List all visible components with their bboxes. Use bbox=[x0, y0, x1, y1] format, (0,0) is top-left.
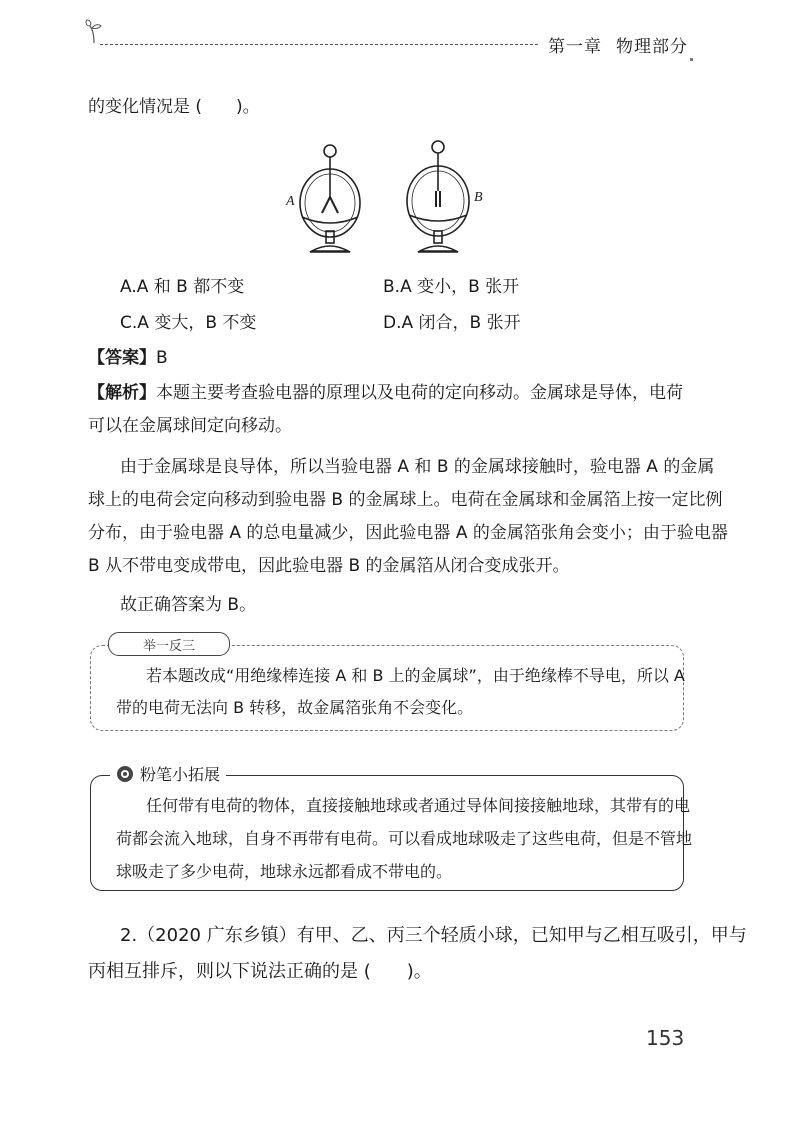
chapter-label: 第一章 bbox=[548, 37, 602, 57]
variation-line-1: 若本题改成“用绝缘棒连接 A 和 B 上的金属球”，由于绝缘棒不导电，所以 A bbox=[146, 666, 685, 685]
option-d: D.A 闭合，B 张开 bbox=[383, 313, 521, 333]
extension-line-3: 球吸走了多少电荷，地球永远都看成不带电的。 bbox=[116, 862, 453, 881]
electroscope-b bbox=[407, 141, 469, 252]
question2-line-1: 2.（2020 广东乡镇）有甲、乙、丙三个轻质小球，已知甲与乙相互吸引，甲与 bbox=[120, 925, 747, 946]
electroscope-figure bbox=[280, 135, 500, 260]
label-a: A bbox=[286, 194, 295, 209]
sprout-icon bbox=[84, 18, 104, 44]
answer-value: B bbox=[156, 348, 168, 368]
decor-dot bbox=[690, 58, 693, 61]
question2-line-2: 丙相互排斥，则以下说法正确的是 ( )。 bbox=[88, 961, 432, 982]
intro-line: 的变化情况是 ( )。 bbox=[88, 97, 260, 117]
header-rule bbox=[100, 44, 538, 45]
option-a: A.A 和 B 都不变 bbox=[120, 277, 245, 297]
electroscope-a bbox=[300, 145, 360, 252]
analysis-line-2: 可以在金属球间定向移动。 bbox=[88, 416, 292, 436]
analysis-line-4: 球上的电荷会定向移动到验电器 B 的金属球上。电荷在金属球和金属箔上按一定比例 bbox=[88, 490, 723, 510]
page-number: 153 bbox=[646, 1026, 685, 1050]
option-c: C.A 变大，B 不变 bbox=[120, 313, 257, 333]
analysis-line-7: 故正确答案为 B。 bbox=[120, 595, 257, 615]
answer-line bbox=[88, 343, 168, 373]
label-b: B bbox=[474, 190, 483, 205]
analysis-line-1: 【解析】本题主要考查验电器的原理以及电荷的定向移动。金属球是导体，电荷 bbox=[88, 383, 683, 403]
extension-line-2: 荷都会流入地球，自身不再带有电荷。可以看成地球吸走了这些电荷，但是不管地 bbox=[116, 829, 693, 848]
analysis-label: 【解析】 bbox=[88, 383, 156, 403]
analysis-line-3: 由于金属球是良导体，所以当验电器 A 和 B 的金属球接触时，验电器 A 的金属 bbox=[120, 457, 715, 477]
answer-label: 【答案】 bbox=[88, 348, 156, 368]
variation-tag: 举一反三 bbox=[108, 632, 230, 656]
option-b: B.A 变小，B 张开 bbox=[383, 277, 520, 297]
analysis-line-6: B 从不带电变成带电，因此验电器 B 的金属箔从闭合变成张开。 bbox=[88, 556, 570, 576]
analysis-line-5: 分布，由于验电器 A 的总电量减少，因此验电器 A 的金属箔张角会变小；由于验电器 bbox=[88, 523, 728, 543]
extension-tag bbox=[110, 762, 226, 785]
chalk-logo-icon bbox=[116, 765, 134, 783]
extension-tag-label: 粉笔小拓展 bbox=[140, 765, 221, 784]
variation-line-2: 带的电荷无法向 B 转移，故金属箔张角不会变化。 bbox=[116, 698, 474, 717]
extension-line-1: 任何带有电荷的物体，直接接触地球或者通过导体间接接触地球，其带有的电 bbox=[146, 796, 691, 815]
running-header bbox=[548, 32, 702, 57]
section-label: 物理部分 bbox=[616, 37, 688, 57]
